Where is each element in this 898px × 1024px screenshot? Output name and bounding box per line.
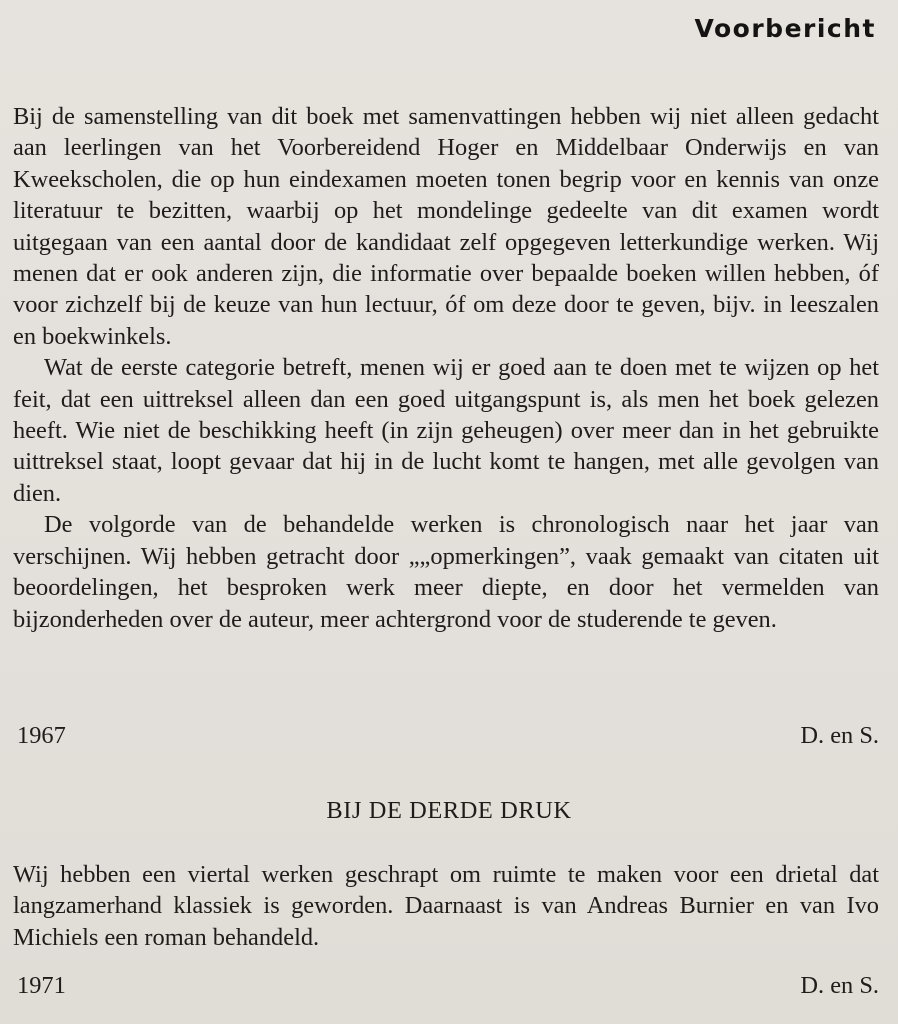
- foreword-text: [13, 101, 879, 635]
- signature-authors: D. en S.: [800, 722, 879, 749]
- signature-line-1967: [17, 722, 879, 750]
- paragraph-2: Wat de eerste categorie betreft, menen wij er goed aan te doen met te wijzen op het feit, dat een uittreksel alleen dan een goed uitgangspunt is, als men het boek gelezen heeft. Wie niet de beschikking heeft (in zijn geheugen) over meer dan in het gebruikte uittreksel staat, loopt gevaar dat hij in de lucht komt te hangen, met alle gevolgen van dien.: [13, 354, 879, 507]
- paragraph-3: De volgorde van de behandelde werken is chronologisch naar het jaar van verschijnen. Wij hebben getracht door „„opmerkingen”, vaak gemaakt van citaten uit beoordelingen, het besproken werk meer diepte, en door het vermelden van bijzonderheden over de auteur, meer achtergrond voor de studerende te geven.: [13, 511, 879, 633]
- third-edition-paragraph: Wij hebben een viertal werken geschrapt om ruimte te maken voor een drietal dat langzamerhand klassiek is geworden. Daarnaast is van Andreas Burnier en van Ivo Michiels een roman behandeld.: [13, 861, 879, 951]
- signature-authors: D. en S.: [800, 972, 879, 999]
- signature-year: 1967: [17, 722, 66, 749]
- third-edition-title: BIJ DE DERDE DRUK: [326, 797, 572, 824]
- page-heading: Voorbericht: [694, 14, 876, 43]
- signature-year: 1971: [17, 972, 66, 999]
- paragraph-1: Bij de samenstelling van dit boek met samenvattingen hebben wij niet alleen gedacht aan leerlingen van het Voorbereidend Hoger en Middelbaar Onderwijs en van Kweekscholen, die op hun eindexamen moeten tonen begrip voor en kennis van onze literatuur te bezitten, waarbij op het mondelinge gedeelte van dit examen wordt uitgegaan van een aantal door de kandidaat zelf opgegeven letterkundige werken. Wij menen dat er ook anderen zijn, die informatie over bepaalde boeken willen hebben, óf voor zichzelf bij de keuze van hun lectuur, óf om deze door te geven, bijv. in leeszalen en boekwinkels.: [13, 103, 879, 350]
- third-edition-text: [13, 859, 879, 953]
- signature-line-1971: [17, 972, 879, 1000]
